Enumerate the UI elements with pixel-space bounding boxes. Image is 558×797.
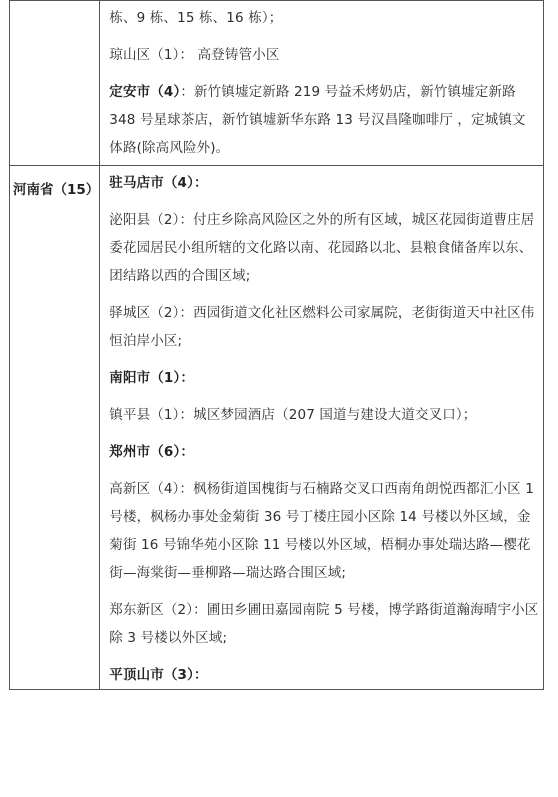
province-cell bbox=[10, 1, 100, 166]
area-paragraph bbox=[109, 364, 539, 392]
area-paragraph bbox=[109, 41, 539, 69]
area-paragraph bbox=[109, 299, 539, 355]
area-text: 镇平县（1）：城区梦园酒店（207 国道与建设大道交叉口）； bbox=[109, 407, 477, 423]
area-paragraph bbox=[109, 206, 539, 290]
area-paragraph bbox=[109, 438, 539, 466]
area-paragraph bbox=[109, 4, 539, 32]
region-heading: 郑州市（6）： bbox=[109, 444, 194, 460]
region-heading: 定安市（4） bbox=[109, 84, 181, 100]
area-paragraph bbox=[109, 661, 539, 689]
table-row bbox=[10, 166, 544, 690]
area-text: 栋、9 栋、15 栋、16 栋）； bbox=[109, 10, 283, 26]
region-heading: 南阳市（1）： bbox=[109, 370, 194, 386]
area-text: ：新竹镇墟定新路 219 号益禾烤奶店，新竹镇墟定新路 348 号星球茶店，新竹镇墟新华东路 13 号汉昌隆咖啡厅 ，定城镇文体路(除高风险外)。 bbox=[109, 84, 526, 156]
risk-area-table bbox=[9, 0, 544, 690]
area-paragraph bbox=[109, 475, 539, 587]
area-paragraph bbox=[109, 401, 539, 429]
province-cell bbox=[10, 166, 100, 690]
area-text: 泌阳县（2）：付庄乡除高风险区之外的所有区域，城区花园街道曹庄居委花园居民小组所辖的文化路以南、花园路以北、县粮食储备库以东、团结路以西的合围区域; bbox=[109, 212, 535, 284]
province-label bbox=[10, 1, 99, 13]
area-paragraph bbox=[109, 78, 539, 162]
region-heading: 驻马店市（4）： bbox=[109, 175, 208, 191]
table-row bbox=[10, 1, 544, 166]
area-text: 琼山区（1）： 高登铸管小区 bbox=[109, 47, 280, 63]
area-text: 驿城区（2）：西园街道文化社区燃料公司家属院，老街街道天中社区伟恒泊岸小区; bbox=[109, 305, 535, 349]
area-text: 高新区（4）：枫杨街道国槐街与石楠路交叉口西南角朗悦西都汇小区 1 号楼，枫杨办事处金菊街 36 号丁楼庄园小区除 14 号楼以外区域，金菊街 16 号锦华苑小区除 11 号楼以外区域，梧桐办事处瑞达路—樱花街—海棠街—垂柳路—瑞达路合围区域; bbox=[109, 481, 534, 581]
area-text: 郑东新区（2）：圃田乡圃田嘉园南院 5 号楼，博学路街道瀚海晴宇小区除 3 号楼以外区域; bbox=[109, 602, 539, 646]
areas-cell bbox=[100, 1, 544, 166]
area-paragraph bbox=[109, 596, 539, 652]
areas-cell bbox=[100, 166, 544, 690]
region-heading: 平顶山市（3）： bbox=[109, 667, 208, 683]
area-paragraph bbox=[109, 169, 539, 197]
province-label: 河南省（15） bbox=[13, 182, 100, 198]
